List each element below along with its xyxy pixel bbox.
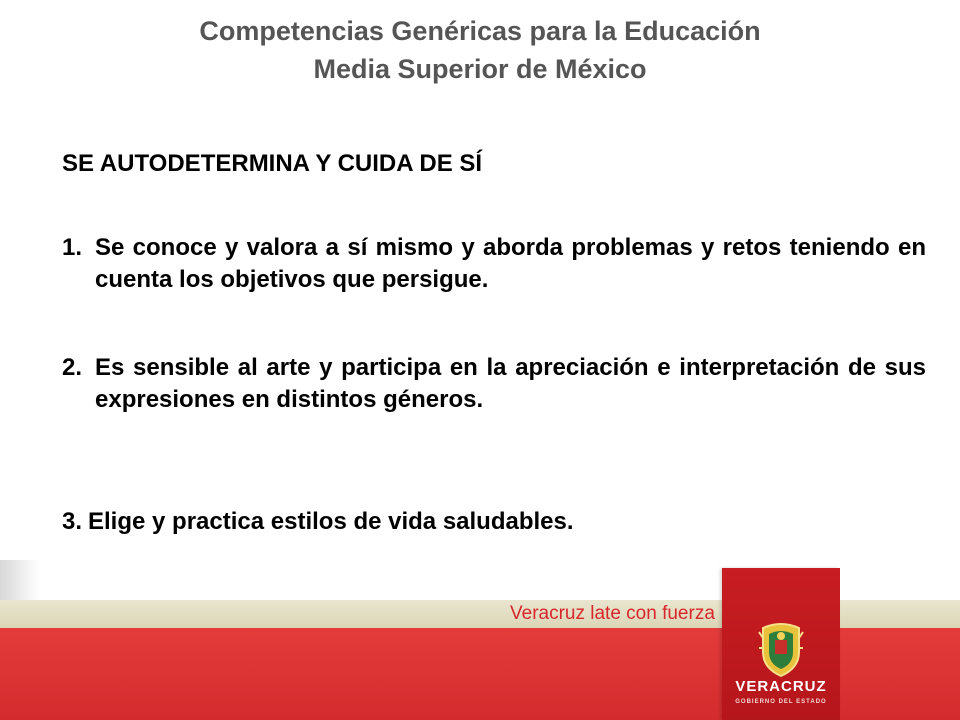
list-item <box>62 352 926 416</box>
slide-title-line-1: Competencias Genéricas para la Educación <box>199 16 761 46</box>
slide-title-line-2: Media Superior de México <box>313 54 647 84</box>
logo-subtitle: GOBIERNO DEL ESTADO <box>735 699 827 705</box>
logo-wordmark: VERACRUZ <box>735 678 827 695</box>
coat-of-arms-icon <box>755 618 807 678</box>
veracruz-logo <box>722 568 840 720</box>
list-item-number: 2. <box>62 354 83 381</box>
list-item-text: Se conoce y valora a sí mismo y aborda problemas y retos teniendo en cuenta los objetivos que persigue. <box>95 234 926 293</box>
slide-title <box>0 12 960 88</box>
list-item-text: Es sensible al arte y participa en la apreciación e interpretación de sus expresiones en distintos géneros. <box>95 354 926 413</box>
footer-slogan: Veracruz late con fuerza <box>510 603 715 624</box>
list-item-number: 3. <box>62 508 83 535</box>
list-item-number: 1. <box>62 234 83 261</box>
list-item-text: Elige y practica estilos de vida saludables. <box>88 508 574 535</box>
section-heading: SE AUTODETERMINA Y CUIDA DE SÍ <box>62 150 483 177</box>
list-item <box>62 506 926 538</box>
list-item <box>62 232 926 296</box>
